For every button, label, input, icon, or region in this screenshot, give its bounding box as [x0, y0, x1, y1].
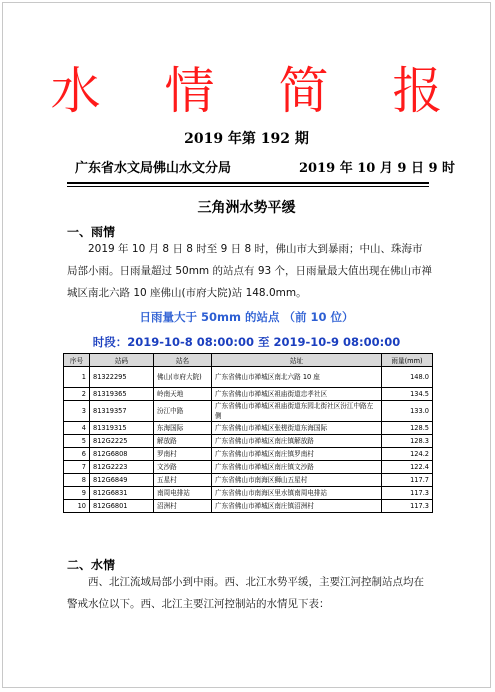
cell-name: 五星村 — [154, 474, 212, 487]
cell-code: 812G6831 — [90, 487, 154, 500]
table-row — [64, 435, 433, 448]
cell-address: 广东省佛山市禅城区祖庙街道忠孝社区 — [212, 388, 382, 401]
cell-name: 罗南村 — [154, 448, 212, 461]
bulletin-title: 水 情 简 报 — [50, 62, 467, 120]
table-row — [64, 500, 433, 513]
cell-code: 81319365 — [90, 388, 154, 401]
cell-code: 812G2223 — [90, 461, 154, 474]
section-rain-paragraph: 2019 年 10 月 8 日 8 时至 9 日 8 时，佛山市大到暴雨；中山、珠海市局部小雨。日雨量超过 50mm 的站点有 93 个，日雨量最大值出现在佛山市禅城区南北六路 10 座佛山(市府大院)站 148.0mm。 — [67, 243, 433, 299]
table-row — [64, 487, 433, 500]
bulletin-page — [2, 2, 491, 688]
table-row — [64, 461, 433, 474]
cell-name: 汾江中路 — [154, 401, 212, 422]
rainfall-table — [63, 353, 433, 513]
cell-index: 6 — [64, 448, 90, 461]
section-water-heading: 二、水情 — [67, 558, 116, 572]
col-header-index: 序号 — [64, 354, 90, 367]
table-row — [64, 422, 433, 435]
header-rule-thick — [67, 182, 429, 184]
cell-address: 广东省佛山市南海区狮山五星村 — [212, 474, 382, 487]
cell-code: 812G6808 — [90, 448, 154, 461]
section-water-paragraph: 西、北江流域局部小到中雨。西、北江水势平缓，主要江河控制站点均在警戒水位以下。西、北江主要江河控制站的水情见下表： — [67, 576, 424, 610]
cell-name: 东海国际 — [154, 422, 212, 435]
cell-rainfall: 117.7 — [382, 474, 433, 487]
cell-rainfall: 128.5 — [382, 422, 433, 435]
cell-rainfall: 117.3 — [382, 500, 433, 513]
col-header-code: 站码 — [90, 354, 154, 367]
cell-code: 812G6801 — [90, 500, 154, 513]
cell-address: 广东省佛山市南海区里水镇南周电排站 — [212, 487, 382, 500]
cell-code: 81319315 — [90, 422, 154, 435]
issue-datetime: 2019 年 10 月 9 日 9 时 — [299, 161, 456, 176]
cell-index: 7 — [64, 461, 90, 474]
cell-index: 2 — [64, 388, 90, 401]
cell-address: 广东省佛山市禅城区张槎街道东海国际 — [212, 422, 382, 435]
issue-number: 2019 年第 192 期 — [184, 131, 309, 147]
cell-index: 4 — [64, 422, 90, 435]
cell-code: 812G2225 — [90, 435, 154, 448]
cell-address: 广东省佛山市禅城区南庄镇文沙路 — [212, 461, 382, 474]
cell-rainfall: 128.3 — [382, 435, 433, 448]
cell-rainfall: 148.0 — [382, 367, 433, 388]
cell-index: 8 — [64, 474, 90, 487]
cell-rainfall: 122.4 — [382, 461, 433, 474]
cell-rainfall: 117.3 — [382, 487, 433, 500]
cell-code: 81322295 — [90, 367, 154, 388]
issuing-agency: 广东省水文局佛山水文分局 — [75, 161, 232, 176]
cell-code: 81319357 — [90, 401, 154, 422]
cell-address: 广东省佛山市禅城区南北六路 10 座 — [212, 367, 382, 388]
cell-index: 1 — [64, 367, 90, 388]
col-header-rainfall: 雨量(mm) — [382, 354, 433, 367]
col-header-name: 站名 — [154, 354, 212, 367]
table-row — [64, 401, 433, 422]
cell-code: 812G6849 — [90, 474, 154, 487]
cell-name: 解放路 — [154, 435, 212, 448]
cell-index: 10 — [64, 500, 90, 513]
cell-name: 佛山(市府大院) — [154, 367, 212, 388]
table-row — [64, 388, 433, 401]
headline: 三角洲水势平缓 — [197, 200, 296, 216]
section-rain-heading: 一、雨情 — [67, 225, 116, 239]
table-caption: 日雨量大于 50mm 的站点 （前 10 位） — [139, 310, 354, 324]
cell-index: 3 — [64, 401, 90, 422]
cell-address: 广东省佛山市禅城区南庄镇沼洲村 — [212, 500, 382, 513]
cell-rainfall: 133.0 — [382, 401, 433, 422]
table-row — [64, 367, 433, 388]
table-period: 时段：2019-10-8 08:00:00 至 2019-10-9 08:00:00 — [92, 335, 401, 349]
header-rule-thin — [67, 186, 429, 187]
cell-rainfall: 124.2 — [382, 448, 433, 461]
cell-name: 南周电排站 — [154, 487, 212, 500]
cell-address: 广东省佛山市禅城区祖庙街道东园北街社区汾江中路左侧 — [212, 401, 382, 422]
cell-rainfall: 134.5 — [382, 388, 433, 401]
cell-index: 5 — [64, 435, 90, 448]
cell-name: 沼洲村 — [154, 500, 212, 513]
table-row — [64, 474, 433, 487]
cell-index: 9 — [64, 487, 90, 500]
table-row — [64, 448, 433, 461]
cell-address: 广东省佛山市禅城区南庄镇罗南村 — [212, 448, 382, 461]
cell-address: 广东省佛山市禅城区南庄镇解放路 — [212, 435, 382, 448]
cell-name: 文沙路 — [154, 461, 212, 474]
col-header-address: 站址 — [212, 354, 382, 367]
cell-name: 岭南天地 — [154, 388, 212, 401]
table-header-row — [64, 354, 433, 367]
